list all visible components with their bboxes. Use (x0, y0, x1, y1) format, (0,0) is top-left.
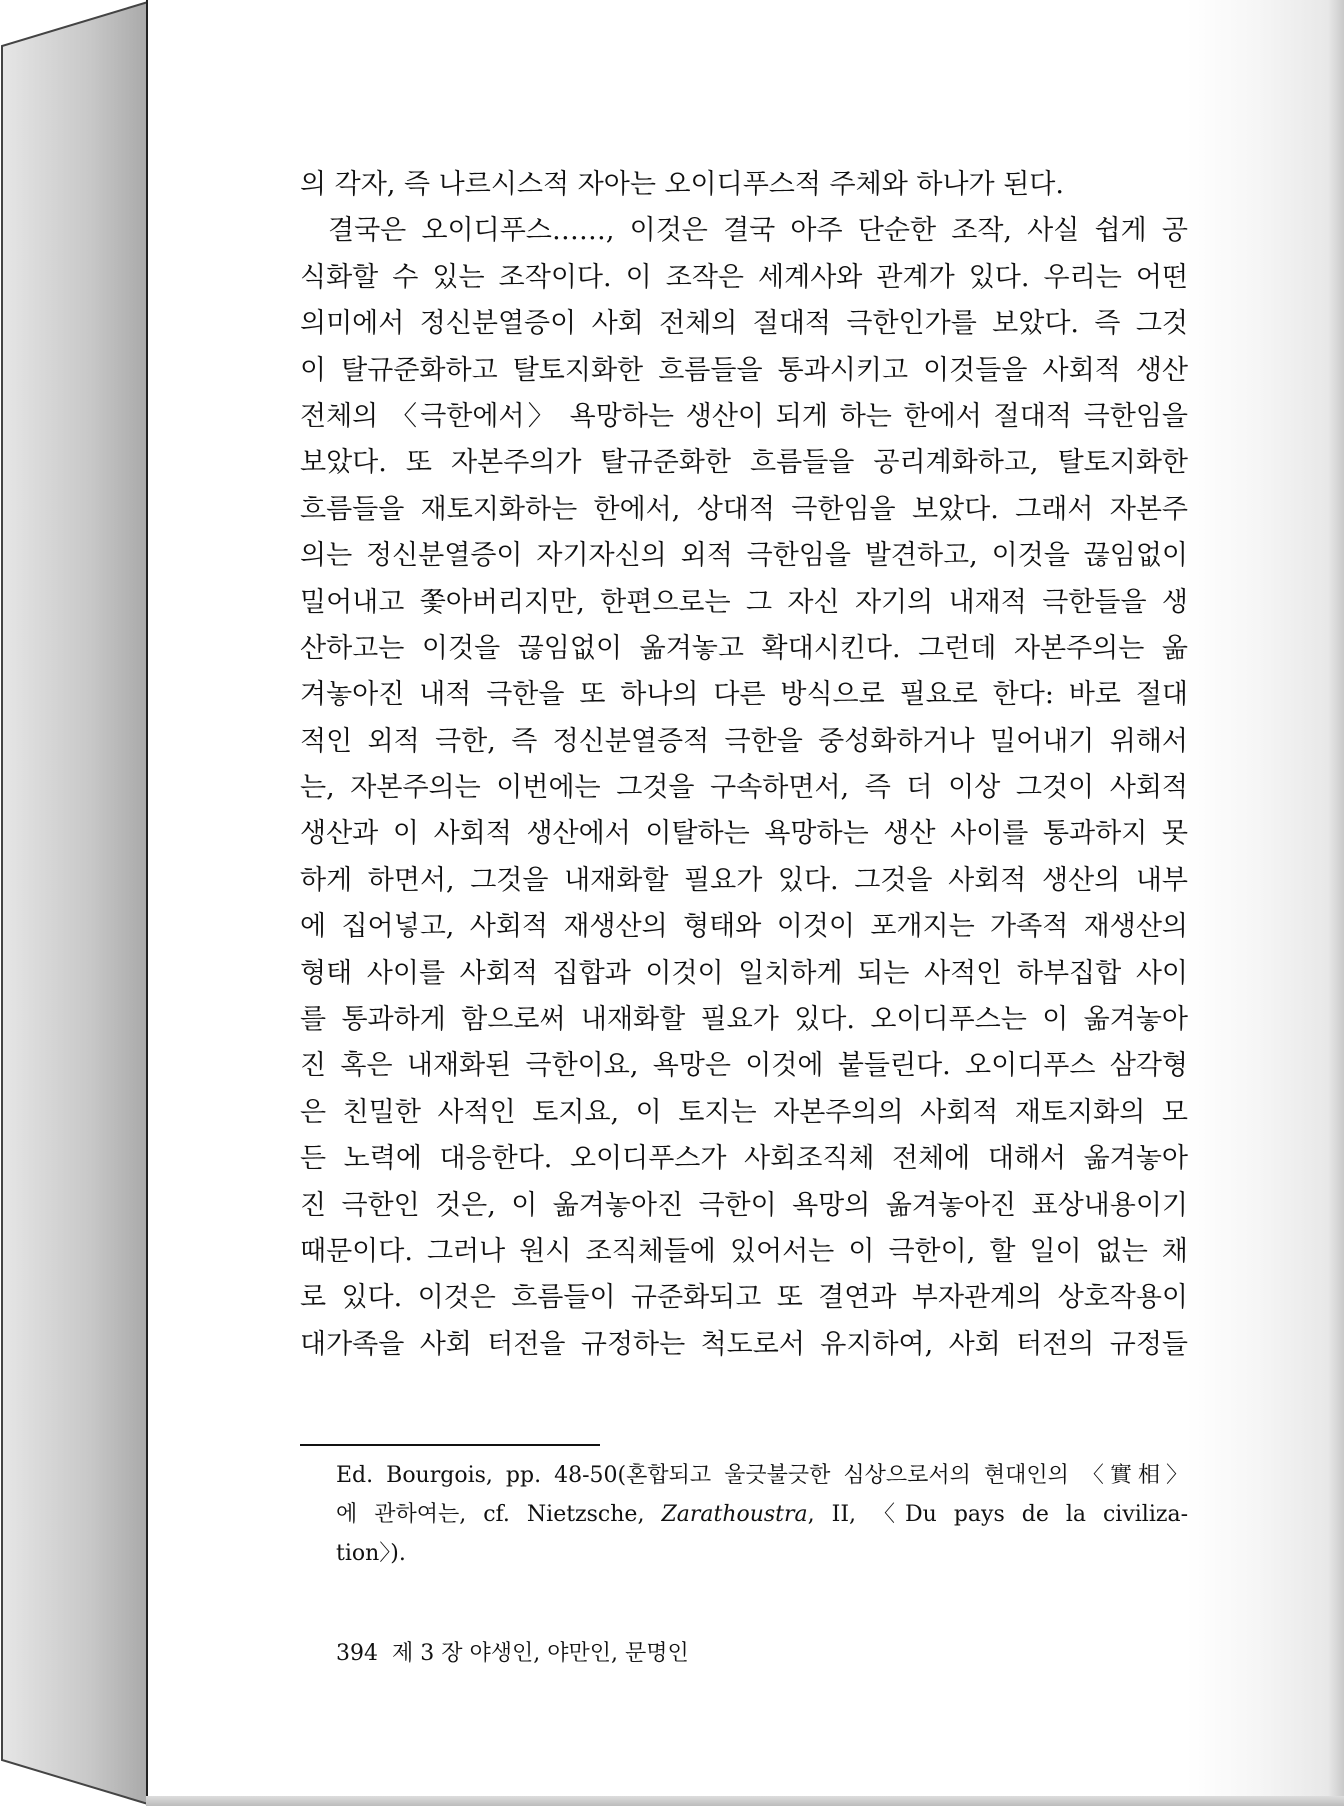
text-line: 진 혹은 내재화된 극한이요, 욕망은 이것에 붙들린다. 오이디푸스 삼각형 (300, 1050, 1188, 1082)
text-line: 로 있다. 이것은 흐름들이 규준화되고 또 결연과 부자관계의 상호작용이 (300, 1282, 1188, 1314)
text-line: 의는 정신분열증이 자기자신의 외적 극한임을 발견하고, 이것을 끊임없이 (300, 540, 1188, 572)
footnote-line (336, 1495, 1188, 1534)
text-line: 에 집어넣고, 사회적 재생산의 형태와 이것이 포개지는 가족적 재생산의 (300, 911, 1188, 943)
page-footer (336, 1636, 689, 1667)
text-line: 때문이다. 그러나 원시 조직체들에 있어서는 이 극한이, 할 일이 없는 채 (300, 1235, 1188, 1267)
text-line: 는, 자본주의는 이번에는 그것을 구속하면서, 즉 더 이상 그것이 사회적 (300, 772, 1188, 804)
text-line: 밀어내고 쫓아버리지만, 한편으로는 그 자신 자기의 내재적 극한들을 생 (300, 586, 1188, 618)
text-line: 결국은 오이디푸스……, 이것은 결국 아주 단순한 조작, 사실 쉽게 공 (328, 215, 1188, 247)
footnote-title: Zarathoustra (661, 1502, 808, 1527)
text-line: 전체의 〈극한에서〉 욕망하는 생산이 되게 하는 한에서 절대적 극한임을 (300, 400, 1188, 432)
footnote-line: Ed. Bourgois, pp. 48-50(혼합되고 울긋불긋한 심상으로서의 현대인의 〈實相〉 (336, 1463, 1188, 1488)
text-line: 형태 사이를 사회적 집합과 이것이 일치하게 되는 사적인 하부집합 사이 (300, 957, 1188, 989)
text-line: 하게 하면서, 그것을 내재화할 필요가 있다. 그것을 사회적 생산의 내부 (300, 864, 1188, 896)
page-edge (1328, 0, 1344, 1806)
book-spine (0, 0, 150, 1806)
text-line: 를 통과하게 함으로써 내재화할 필요가 있다. 오이디푸스는 이 옮겨놓아 (300, 1004, 1188, 1036)
footnote-text: , II, 〈Du pays de la civiliza- (807, 1502, 1188, 1527)
text-line: 든 노력에 대응한다. 오이디푸스가 사회조직체 전체에 대해서 옮겨놓아 (300, 1143, 1188, 1175)
text-line: 진 극한인 것은, 이 옮겨놓아진 극한이 욕망의 옮겨놓아진 표상내용이기 (300, 1189, 1188, 1221)
footnote (336, 1456, 1188, 1573)
text-line: 의미에서 정신분열증이 사회 전체의 절대적 극한인가를 보았다. 즉 그것 (300, 308, 1188, 340)
footnote-divider (300, 1444, 600, 1446)
text-line: 식화할 수 있는 조작이다. 이 조작은 세계사와 관계가 있다. 우리는 어떤 (300, 261, 1188, 293)
footnote-line: tion〉). (336, 1541, 406, 1566)
text-line: 생산과 이 사회적 생산에서 이탈하는 욕망하는 생산 사이를 통과하지 못 (300, 818, 1188, 850)
text-line: 이 탈규준화하고 탈토지화한 흐름들을 통과시키고 이것들을 사회적 생산 (300, 354, 1188, 386)
text-line: 은 친밀한 사적인 토지요, 이 토지는 자본주의의 사회적 재토지화의 모 (300, 1096, 1188, 1128)
page-bottom-edge (146, 1796, 1344, 1806)
text-line: 보았다. 또 자본주의가 탈규준화한 흐름들을 공리계화하고, 탈토지화한 (300, 447, 1188, 479)
page-number: 394 (336, 1641, 378, 1666)
text-line: 대가족을 사회 터전을 규정하는 척도로서 유지하여, 사회 터전의 규정들 (300, 1328, 1188, 1360)
text-line: 의 각자, 즉 나르시스적 자아는 오이디푸스적 주체와 하나가 된다. (300, 169, 1064, 200)
chapter-title: 제 3 장 야생인, 야만인, 문명인 (392, 1641, 689, 1666)
body-text (300, 162, 1188, 1368)
text-line: 적인 외적 극한, 즉 정신분열증적 극한을 중성화하거나 밀어내기 위해서 (300, 725, 1188, 757)
text-line: 겨놓아진 내적 극한을 또 하나의 다른 방식으로 필요로 한다: 바로 절대 (300, 679, 1188, 711)
footnote-text: 에 관하여는, cf. Nietzsche, (336, 1502, 662, 1527)
text-line: 산하고는 이것을 끊임없이 옮겨놓고 확대시킨다. 그런데 자본주의는 옮 (300, 632, 1188, 664)
text-line: 흐름들을 재토지화하는 한에서, 상대적 극한임을 보았다. 그래서 자본주 (300, 493, 1188, 525)
